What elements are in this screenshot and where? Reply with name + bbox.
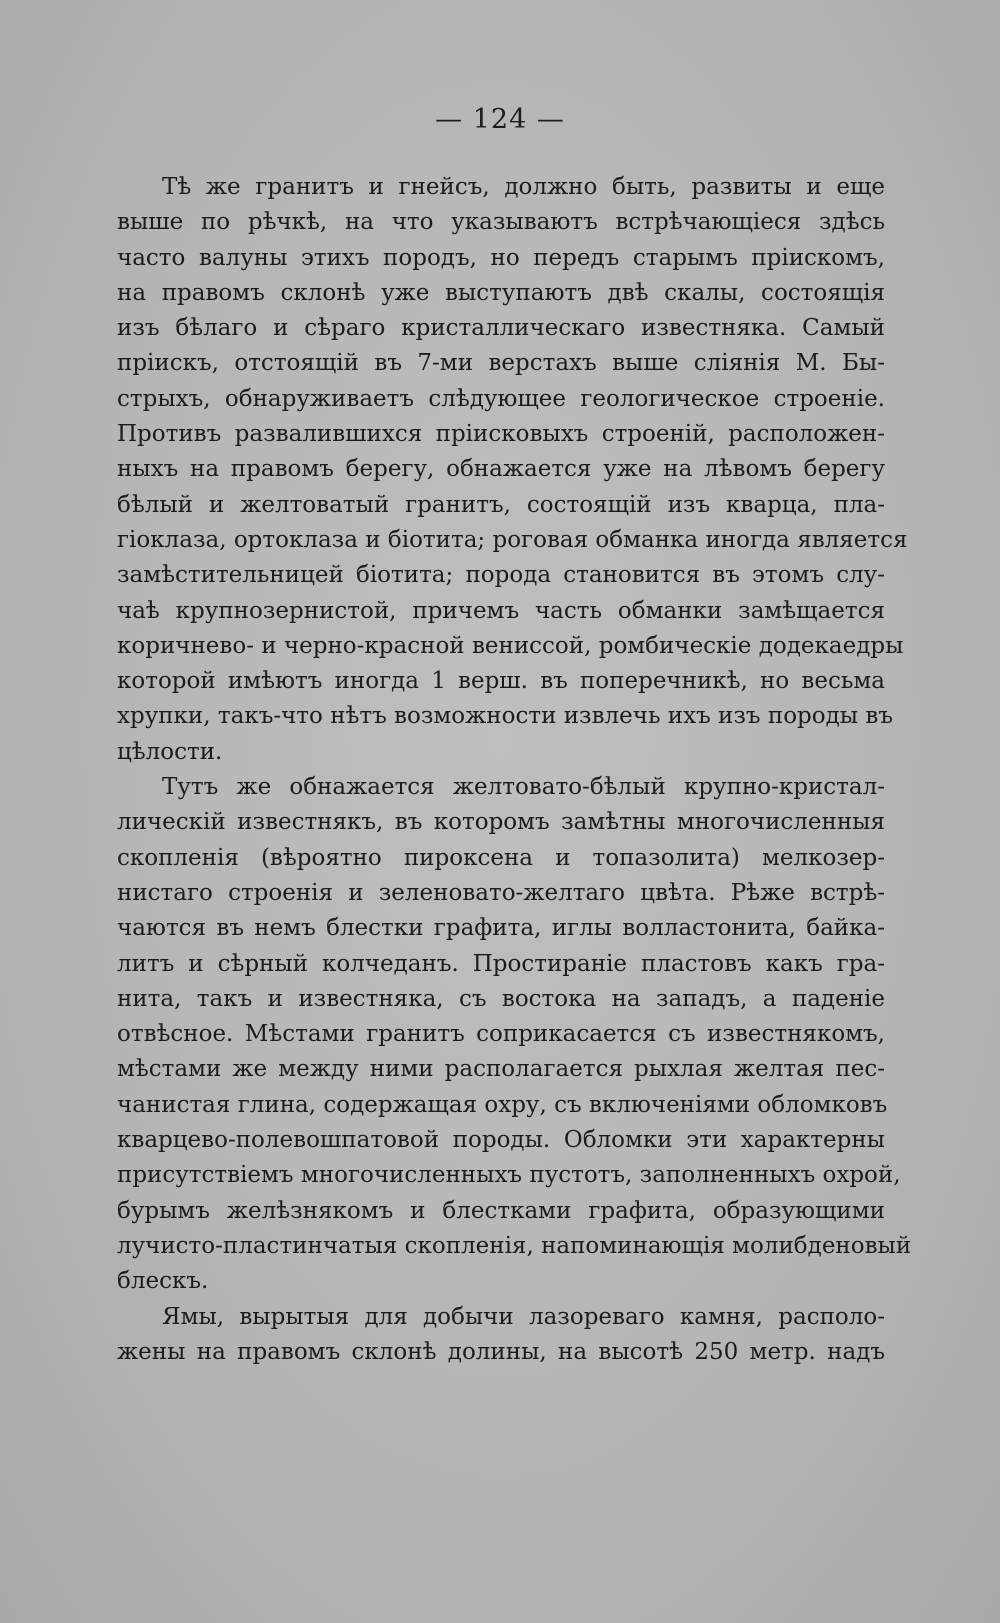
text-line: лучисто-пластинчатыя скопленія, напоминающія молибденовый	[117, 1232, 912, 1259]
text-line: блескъ.	[117, 1268, 209, 1295]
text-line: скопленія (вѣроятно пироксена и топазолита) мелкозер-	[117, 844, 885, 871]
text-line: нистаго строенія и зеленовато-желтаго цвѣта. Рѣже встрѣ-	[117, 879, 885, 906]
text-line: бѣлый и желтоватый гранитъ, состоящій изъ кварца, пла-	[117, 491, 885, 518]
text-line: коричнево- и черно-красной венисcой, ромбическіе додекаедры	[117, 632, 904, 659]
paragraph-2	[117, 770, 912, 1299]
paragraph-1	[117, 170, 908, 770]
text-line: пріискъ, отстоящій въ 7-ми верстахъ выше слiянія М. Бы-	[117, 350, 885, 377]
text-line: Противъ развалившихся пріисковыхъ строеній, расположен-	[117, 421, 885, 448]
text-line: нита, такъ и известняка, съ востока на западъ, а паденіе	[117, 985, 885, 1012]
text-line: замѣстительницей біотита; порода становится въ этомъ слу-	[117, 562, 885, 589]
text-line: Тутъ же обнажается желтовато-бѣлый крупно-кристал-	[162, 774, 885, 801]
text-line: выше по рѣчкѣ, на что указываютъ встрѣчающіеся здѣсь	[117, 209, 885, 236]
text-line: Тѣ же гранитъ и гнейсъ, должно быть, развиты и еще	[162, 174, 885, 200]
text-line: гіоклаза, ортоклаза и біотита; роговая обманка иногда является	[117, 526, 908, 553]
text-line: ныхъ на правомъ берегу, обнажается уже на лѣвомъ берегу	[117, 456, 885, 483]
text-line: присутствіемъ многочисленныхъ пустотъ, заполненныхъ охрой,	[117, 1162, 901, 1189]
text-line: чанистая глина, содержащая охру, съ включеніями обломковъ	[117, 1091, 888, 1118]
text-line: бурымъ желѣзнякомъ и блестками графита, образующими	[117, 1197, 885, 1224]
text-line: чаются въ немъ блестки графита, иглы волластонита, байка-	[117, 915, 885, 942]
page-number: — 124 —	[435, 104, 565, 135]
text-line: жены на правомъ склонѣ долины, на высотѣ 250 метр. надъ	[117, 1338, 885, 1365]
text-line: отвѣсное. Мѣстами гранитъ соприкасается съ известнякомъ,	[117, 1021, 885, 1048]
page-body-text	[117, 170, 912, 1370]
text-line: стрыхъ, обнаруживаетъ слѣдующее геологическое строеніе.	[117, 385, 885, 412]
text-line: изъ бѣлаго и сѣраго кристаллическаго известняка. Самый	[117, 315, 885, 342]
text-line: чаѣ крупнозернистой, причемъ часть обманки замѣщается	[117, 597, 885, 624]
text-line: литъ и сѣрный колчеданъ. Простираніе пластовъ какъ гра-	[117, 950, 885, 977]
text-line: на правомъ склонѣ уже выступаютъ двѣ скалы, состоящія	[117, 279, 885, 306]
text-line: лическій известнякъ, въ которомъ замѣтны многочисленныя	[117, 809, 885, 836]
text-line: хрупки, такъ-что нѣтъ возможности извлечь ихъ изъ породы въ	[117, 703, 893, 730]
text-line: кварцево-полевошпатовой породы. Обломки эти характерны	[117, 1127, 885, 1154]
text-line: мѣстами же между ними располагается рыхлая желтая пес-	[117, 1056, 885, 1083]
text-line: цѣлости.	[117, 738, 223, 765]
paragraph-3	[117, 1300, 885, 1371]
text-line: Ямы, вырытыя для добычи лазореваго камня, располо-	[162, 1303, 885, 1330]
text-line: часто валуны этихъ породъ, но передъ старымъ пріискомъ,	[117, 244, 885, 271]
text-line: которой имѣютъ иногда 1 верш. въ поперечникѣ, но весьма	[117, 668, 885, 695]
